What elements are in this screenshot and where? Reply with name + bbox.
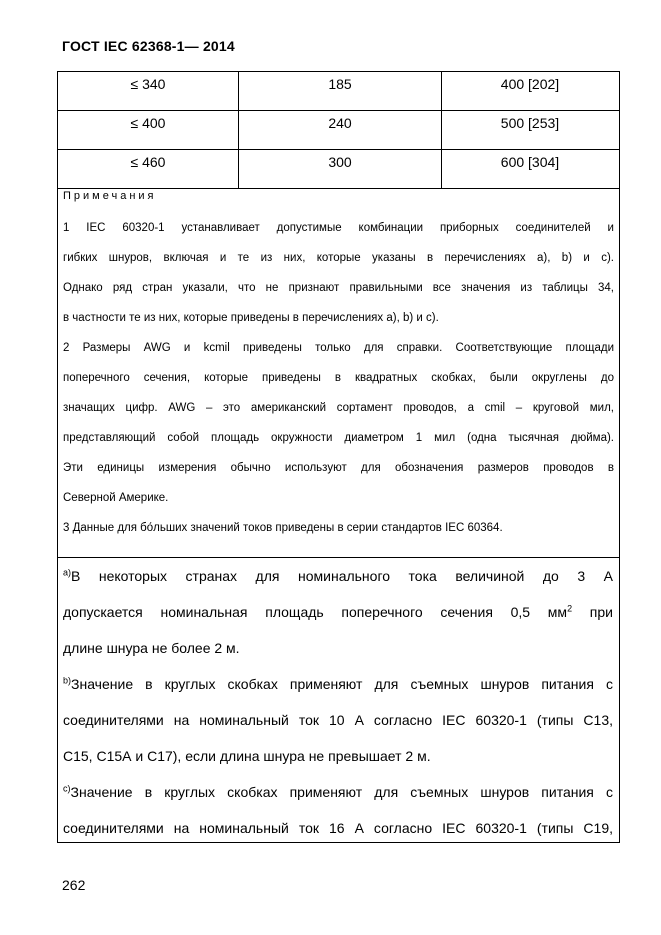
note-line: значащих цифр. AWG – это американский сортамент проводов, а cmil – круговой мил, <box>63 402 614 414</box>
note-line: Северной Америке. <box>63 492 169 504</box>
table-cell: 600 [304] <box>500 154 560 170</box>
table-cell: 240 <box>239 111 442 149</box>
page-number: 262 <box>62 877 86 893</box>
footnote-b-line: соединителями на номинальный ток 10 А согласно IEC 60320-1 (типы С13, <box>63 712 613 728</box>
footnote-a-text: допускается номинальная площадь поперечного сечения 0,5 мм <box>63 604 568 620</box>
footnote-a-text: В некоторых странах для номинального тока величиной до 3 А <box>71 568 613 584</box>
note-line: 1 IEC 60320-1 устанавливает допустимые комбинации приборных соединителей и <box>63 222 614 234</box>
footnotes-section <box>58 558 619 846</box>
table-frame <box>57 71 620 843</box>
table-row <box>58 150 619 189</box>
note-line: 2 Размеры AWG и kcmil приведены только для справки. Соответствующие площади <box>63 342 614 354</box>
superscript: 2 <box>567 603 573 614</box>
footnote-b-text: Значение в круглых скобках применяют для съемных шнуров питания с <box>71 676 613 692</box>
note-line: 3 Данные для бо́льших значений токов приведены в серии стандартов IEC 60364. <box>63 522 503 534</box>
note-line: гибких шнуров, включая и те из них, которые указаны в перечислениях а), b) и с). <box>63 252 614 264</box>
footnote-a-line: длине шнура не более 2 м. <box>63 640 240 656</box>
note-line: поперечного сечения, которые приведены в квадратных скобках, были округлены до <box>63 372 614 384</box>
table-cell: 300 <box>239 150 442 188</box>
note-line: в частности те из них, которые приведены в перечислениях а), b) и с). <box>63 312 439 324</box>
footnote-a-line <box>63 558 613 594</box>
table-row <box>58 72 619 111</box>
table-row <box>58 111 619 150</box>
note-line: Эти единицы измерения обычно используют для обозначения размеров проводов в <box>63 462 614 474</box>
table-cell: ≤ 400 <box>58 111 239 149</box>
footnote-b-marker: b) <box>63 675 72 686</box>
note-line: Однако ряд стран указали, что не признают правильными все значения из таблицы 34, <box>63 282 614 294</box>
table-cell: 400 [202] <box>500 76 560 92</box>
footnote-a-line <box>63 594 613 630</box>
table-cell: 500 [253] <box>500 115 560 131</box>
table-cell: ≤ 340 <box>58 72 239 110</box>
table-cell: ≤ 460 <box>58 150 239 188</box>
note-line: представляющий собой площадь окружности диаметром 1 мил (одна тысячная дюйма). <box>63 432 614 444</box>
footnote-a-text: при <box>572 604 613 620</box>
footnote-b-line: С15, С15А и С17), если длина шнура не превышает 2 м. <box>63 748 431 764</box>
footnote-c-line: соединителями на номинальный ток 16 А согласно IEC 60320-1 (типы С19, <box>63 820 613 836</box>
footnote-c-marker: c) <box>63 783 71 794</box>
footnote-c-line <box>63 774 613 810</box>
document-header: ГОСТ IEC 62368-1— 2014 <box>62 38 235 54</box>
footnote-c-text: Значение в круглых скобках применяют для съемных шнуров питания с <box>70 784 613 800</box>
notes-title: Примечания <box>63 190 157 202</box>
footnote-a-marker: a) <box>63 567 72 578</box>
table-cell: 185 <box>239 72 442 110</box>
footnote-b-line <box>63 666 613 702</box>
notes-section <box>58 189 619 558</box>
